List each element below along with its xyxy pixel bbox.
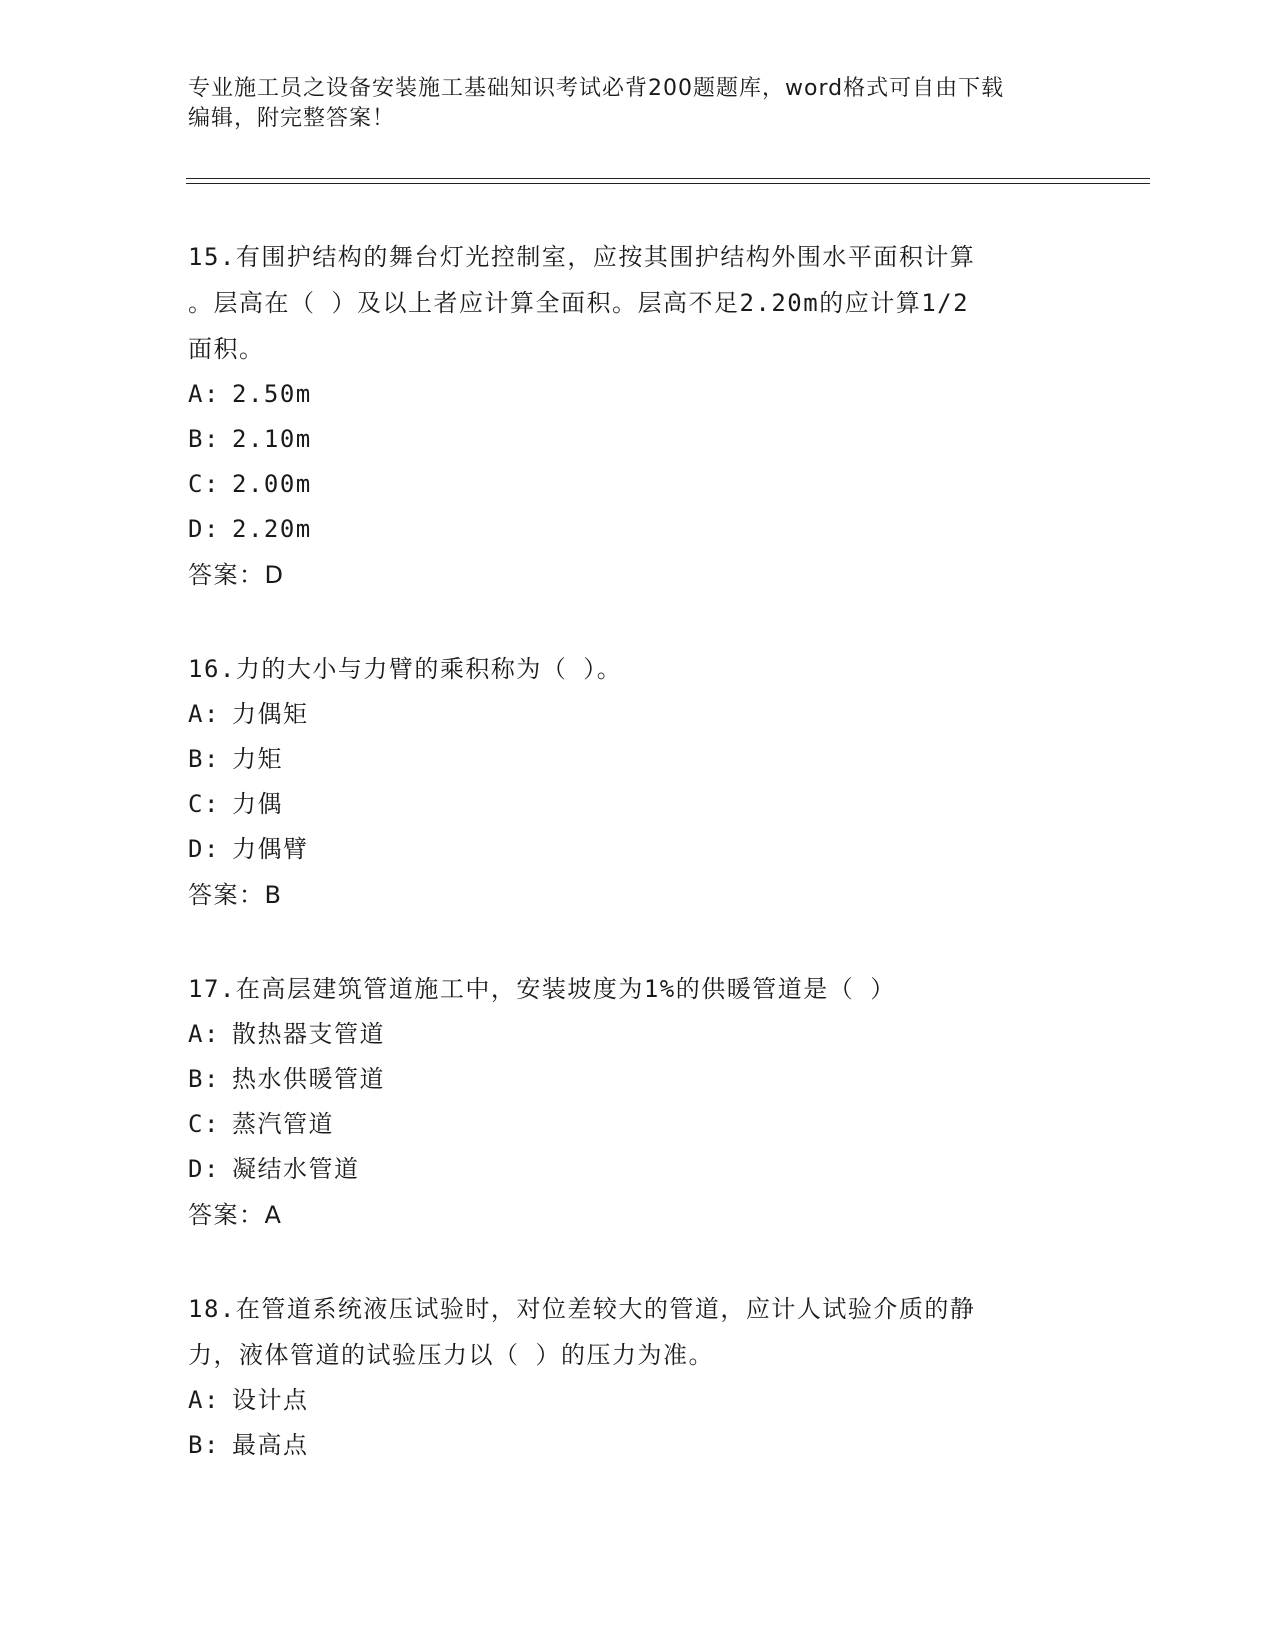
option-row: [188, 507, 1088, 552]
option-row: [188, 737, 1088, 782]
question-text-line: 面积。: [188, 335, 265, 363]
option-text: 凝结水管道: [232, 1155, 360, 1183]
answer-line: 答案：B: [188, 881, 283, 909]
document-header: [188, 74, 1088, 134]
option-letter: B:: [188, 1065, 220, 1093]
option-text: 设计点: [232, 1386, 309, 1414]
option-row: [188, 1378, 1088, 1423]
option-letter: D:: [188, 515, 220, 543]
option-text: 热水供暖管道: [232, 1065, 385, 1093]
option-row: [188, 1012, 1088, 1057]
option-letter: D:: [188, 1155, 220, 1183]
header-line-2: 编辑，附完整答案！: [188, 106, 396, 131]
option-letter: C:: [188, 790, 220, 818]
question-text-line: 力，液体管道的试验压力以（ ）的压力为准。: [188, 1341, 714, 1369]
question-text-line: 17.在高层建筑管道施工中，安装坡度为1%的供暖管道是（ ）: [188, 975, 896, 1003]
option-row: [188, 372, 1088, 417]
option-letter: D:: [188, 835, 220, 863]
option-row: [188, 1102, 1088, 1147]
option-text: 力矩: [232, 745, 283, 773]
option-letter: B:: [188, 745, 220, 773]
question-text-line: 18.在管道系统液压试验时，对位差较大的管道，应计人试验介质的静: [188, 1295, 976, 1323]
option-row: [188, 1147, 1088, 1192]
option-text: 2.00m: [232, 470, 312, 498]
option-text: 2.20m: [232, 515, 312, 543]
option-row: [188, 1423, 1088, 1468]
option-text: 2.10m: [232, 425, 312, 453]
option-text: 力偶: [232, 790, 283, 818]
option-row: [188, 692, 1088, 737]
header-divider-top: [186, 178, 1150, 179]
option-row: [188, 827, 1088, 872]
question-block: [188, 966, 1088, 1238]
question-block: [188, 1286, 1088, 1468]
option-letter: C:: [188, 1110, 220, 1138]
question-text-line: 15.有围护结构的舞台灯光控制室，应按其围护结构外围水平面积计算: [188, 243, 976, 271]
option-letter: A:: [188, 380, 220, 408]
answer-line: 答案：A: [188, 1201, 283, 1229]
question-list: [188, 234, 1088, 1516]
option-row: [188, 782, 1088, 827]
option-text: 散热器支管道: [232, 1020, 385, 1048]
option-text: 力偶臂: [232, 835, 309, 863]
option-letter: B:: [188, 1431, 220, 1459]
option-row: [188, 417, 1088, 462]
option-text: 力偶矩: [232, 700, 309, 728]
question-text-line: 。层高在（ ）及以上者应计算全面积。层高不足2.20m的应计算1/2: [188, 289, 970, 317]
option-row: [188, 462, 1088, 507]
question-text-line: 16.力的大小与力臂的乘积称为（ ）。: [188, 655, 623, 683]
option-text: 蒸汽管道: [232, 1110, 334, 1138]
option-letter: A:: [188, 1386, 220, 1414]
option-row: [188, 1057, 1088, 1102]
header-line-1: 专业施工员之设备安装施工基础知识考试必背200题题库，word格式可自由下载: [188, 76, 1005, 101]
option-text: 2.50m: [232, 380, 312, 408]
option-letter: A:: [188, 1020, 220, 1048]
header-divider-bottom: [186, 183, 1150, 184]
option-letter: A:: [188, 700, 220, 728]
answer-line: 答案：D: [188, 561, 285, 589]
option-text: 最高点: [232, 1431, 309, 1459]
option-letter: C:: [188, 470, 220, 498]
question-block: [188, 646, 1088, 918]
question-block: [188, 234, 1088, 598]
option-letter: B:: [188, 425, 220, 453]
